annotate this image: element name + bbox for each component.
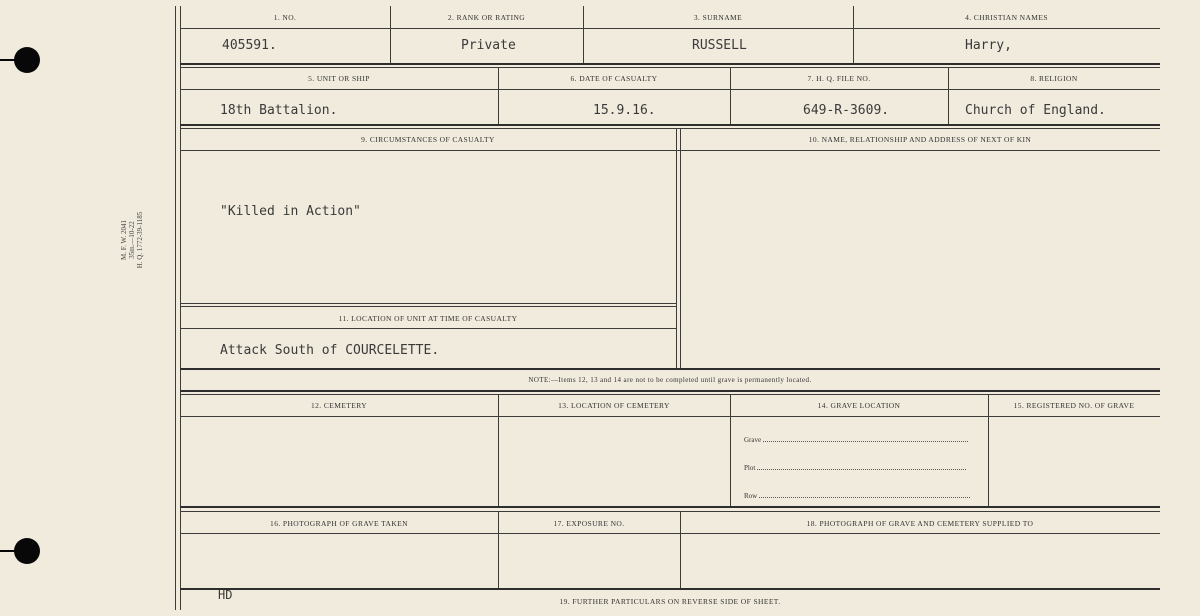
plot-line: Plot	[744, 464, 966, 472]
surname-value: RUSSELL	[692, 38, 747, 53]
label-date: 6. DATE OF CASUALTY	[570, 74, 658, 83]
label-location-of-unit: 11. LOCATION OF UNIT AT TIME OF CASUALTY	[338, 314, 518, 323]
label-no: 1. NO.	[273, 13, 297, 22]
label-exposure-no: 17. EXPOSURE NO.	[553, 519, 625, 528]
label-surname: 3. SURNAME	[693, 13, 743, 22]
label-photo-taken: 16. PHOTOGRAPH OF GRAVE TAKEN	[270, 519, 408, 528]
punch-hole-top	[14, 47, 40, 73]
note-text: NOTE:—Items 12, 13 and 14 are not to be completed until grave is permanently located.	[528, 376, 812, 384]
christian-names-value: Harry,	[965, 38, 1012, 53]
label-religion: 8. RELIGION	[1030, 74, 1078, 83]
rank-value: Private	[461, 38, 516, 53]
religion-value: Church of England.	[965, 103, 1106, 118]
location-of-unit-value: Attack South of COURCELETTE.	[220, 343, 440, 358]
grave-line: Grave	[744, 436, 968, 444]
label-cemetery: 12. CEMETERY	[310, 401, 368, 410]
label-further-particulars: 19. FURTHER PARTICULARS ON REVERSE SIDE OF SHEET.	[559, 597, 781, 606]
label-next-of-kin: 10. NAME, RELATIONSHIP AND ADDRESS OF NEXT OF KIN	[808, 135, 1032, 144]
date-value: 15.9.16.	[593, 103, 656, 118]
label-hq-file: 7. H. Q. FILE NO.	[807, 74, 871, 83]
label-christian-names: 4. CHRISTIAN NAMES	[965, 13, 1048, 22]
circumstances-value: "Killed in Action"	[220, 204, 361, 219]
initials-stamp: HD	[218, 588, 233, 602]
hq-file-value: 649-R-3609.	[803, 103, 890, 118]
label-rank: 2. RANK OR RATING	[447, 13, 526, 22]
unit-value: 18th Battalion.	[220, 103, 338, 118]
label-circumstances: 9. CIRCUMSTANCES OF CASUALTY	[361, 135, 495, 144]
label-photo-supplied: 18. PHOTOGRAPH OF GRAVE AND CEMETERY SUPPLIED TO	[806, 519, 1034, 528]
label-registered-no: 15. REGISTERED NO. OF GRAVE	[1013, 401, 1135, 410]
margin-rule	[175, 6, 176, 610]
form-code: M. F. W. 2041 35m.—10-22 H. Q. 1772-39-1185	[120, 211, 144, 269]
label-unit: 5. UNIT OR SHIP	[308, 74, 370, 83]
service-number: 405591.	[222, 38, 277, 53]
punch-hole-bottom	[14, 538, 40, 564]
row-line: Row	[744, 492, 970, 500]
label-location-of-cemetery: 13. LOCATION OF CEMETERY	[558, 401, 670, 410]
label-grave-location: 14. GRAVE LOCATION	[817, 401, 901, 410]
